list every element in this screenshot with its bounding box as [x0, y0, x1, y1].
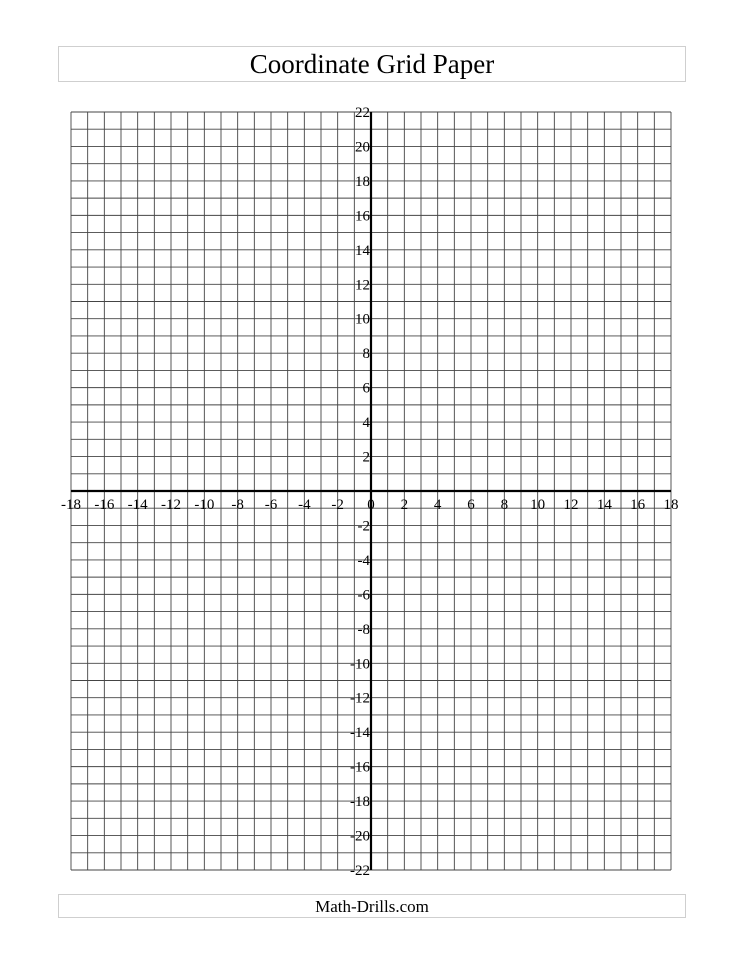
- x-tick-label: -6: [264, 497, 278, 513]
- page-title: Coordinate Grid Paper: [249, 48, 495, 79]
- axes: [71, 112, 671, 870]
- y-tick-label: 4: [362, 415, 370, 432]
- x-tick-label: -12: [161, 497, 181, 513]
- footer-box: [58, 894, 686, 918]
- y-tick-label: -12: [350, 690, 370, 707]
- x-tick-label: -10: [194, 497, 215, 513]
- x-tick-label: 10: [530, 497, 546, 513]
- x-tick-label: 14: [596, 497, 612, 513]
- y-tick-label: -16: [350, 759, 370, 776]
- x-tick-label: 12: [563, 497, 579, 513]
- y-tick-label: -2: [357, 518, 370, 535]
- y-tick-label: -18: [350, 794, 370, 811]
- x-tick-label: -4: [298, 497, 311, 513]
- y-tick-label: 2: [362, 449, 370, 466]
- x-tick-label: 4: [433, 497, 442, 513]
- y-tick-label: 16: [355, 208, 370, 225]
- y-tick-label: -14: [350, 725, 370, 742]
- x-tick-label: 8: [500, 497, 509, 513]
- x-tick-label: 2: [400, 497, 409, 513]
- footer-text: Math-Drills.com: [315, 896, 429, 916]
- y-tick-label: 18: [355, 173, 370, 190]
- y-tick-label: -4: [357, 552, 370, 569]
- x-tick-label: 18: [663, 497, 679, 513]
- y-tick-label: -10: [350, 656, 370, 673]
- x-tick-label: -2: [331, 497, 344, 513]
- y-tick-label: 22: [355, 105, 370, 121]
- y-tick-label: 12: [355, 277, 370, 294]
- x-tick-label: -16: [94, 497, 115, 513]
- x-tick-label: -14: [127, 497, 148, 513]
- y-tick-label: 6: [362, 380, 370, 397]
- y-tick-label: 8: [362, 346, 370, 363]
- y-tick-label: 10: [355, 311, 370, 328]
- x-tick-label: -8: [231, 497, 244, 513]
- y-tick-label: 20: [355, 139, 370, 156]
- y-tick-label: 14: [355, 242, 370, 259]
- x-axis-labels: [61, 497, 679, 513]
- x-tick-label: 0: [367, 497, 375, 513]
- x-tick-label: 6: [467, 497, 475, 513]
- y-tick-label: -20: [350, 828, 370, 845]
- x-tick-label: -18: [61, 497, 81, 513]
- y-tick-label: -6: [357, 587, 370, 604]
- y-tick-label: -22: [350, 863, 370, 879]
- x-tick-label: 16: [630, 497, 646, 513]
- y-tick-label: -8: [357, 621, 370, 638]
